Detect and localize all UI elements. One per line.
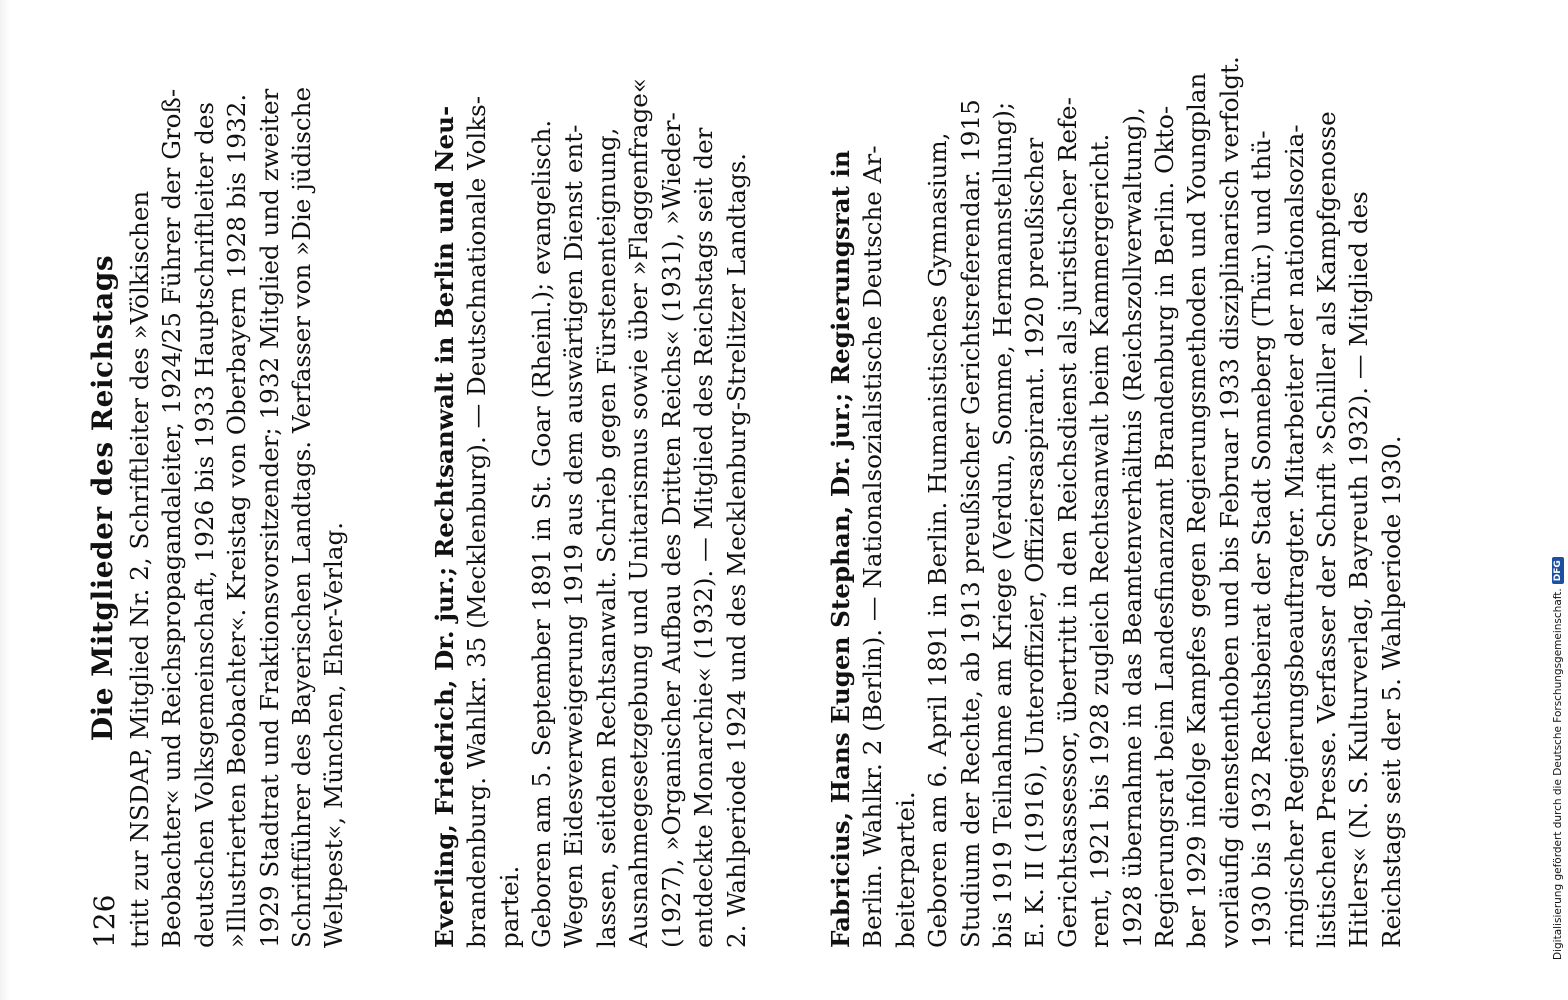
text-line: tritt zur NSDAP, Mitglied Nr. 2, Schriftleiter des »Völkischen — [125, 190, 154, 948]
text-line: Reichstags seit der 5. Wahlperiode 1930. — [1376, 435, 1406, 948]
running-title: Die Mitglieder des Reichstags — [86, 254, 119, 742]
text-line: 1929 Stadtrat und Fraktionsvorsitzender; 1932 Mitglied und zweiter — [254, 88, 284, 948]
text-line: Studium der Rechte, ab 1913 preußischer Gerichtsreferendar. 1915 — [955, 99, 985, 948]
entry-everling — [429, 48, 753, 948]
text-line: Hitlers« (N. S. Kulturverlag, Bayreuth 1932). — Mitglied des — [1344, 191, 1374, 948]
page-header — [80, 48, 124, 948]
text-line: (1927), »Organischer Aufbau des Dritten Reichs« (1931), »Wieder- — [656, 112, 686, 948]
text-line: E. K. II (1916), Unteroffizier, Offiziersaspirant. 1920 preußischer — [1020, 137, 1050, 948]
text-line: lassen, seitdem Rechtsanwalt. Schrieb gegen Fürstenenteignung, — [591, 127, 621, 948]
text-line: »Illustrierten Beobachter«. Kreistag von Oberbayern 1928 bis 1932. — [222, 93, 252, 948]
text-line: 1930 bis 1932 Rechtsbeirat der Stadt Sonneberg (Thür.) und thü- — [1247, 130, 1277, 948]
text-line: partei. — [494, 865, 524, 948]
text-line: 1928 übernahme in das Beamtenverhältnis (Reichszollverwaltung), — [1117, 107, 1147, 948]
text-line: ringischer Regierungsbeauftragter. Mitarbeiter der nationalsozia- — [1279, 124, 1309, 948]
text-line: 2. Wahlperiode 1924 und des Mecklenburg-Strelitzer Landtags. — [721, 152, 751, 948]
entry-heading-line: Fabricius, Hans Eugen Stephan, Dr. jur.; Regierungsrat in — [825, 150, 855, 948]
text-line: Schriftführer des Bayerischen Landtags. Verfasser von »Die jüdische — [287, 86, 317, 948]
text-line: Geboren am 6. April 1891 in Berlin. Humanistisches Gymnasium, — [923, 132, 953, 948]
text-line: listischen Presse. Verfasser der Schrift »Schiller als Kampfgenosse — [1312, 111, 1341, 948]
text-line: Geboren am 5. September 1891 in St. Goar (Rheinl.); evangelisch. — [527, 119, 557, 948]
dfg-logo: DFG — [1552, 557, 1564, 584]
text-line: Ausnahmegesetzgebung und Unitarismus sowie über »Flaggenfrage« — [624, 78, 654, 948]
text-line: Wegen Eidesverweigerung 1919 aus dem auswärtigen Dienst ent- — [559, 124, 589, 948]
text-line: ber 1929 infolge Kampfes gegen Regierungsmethoden und Youngplan — [1182, 72, 1212, 948]
entry-fabricius — [825, 48, 1408, 948]
text-line: Regierungsrat beim Landesfinanzamt Brandenburg in Berlin. Okto- — [1149, 105, 1179, 948]
text-line: beiterpartei. — [890, 791, 920, 948]
digitization-credit — [1552, 557, 1564, 960]
rotated-page — [80, 48, 1408, 948]
text-line: bis 1919 Teilnahme am Kriege (Verdun, Somme, Hermannstellung); — [987, 101, 1017, 948]
text-line: brandenburg. Wahlkr. 35 (Mecklenburg). — Deutschnationale Volks- — [462, 95, 492, 948]
continuation-paragraph — [124, 48, 351, 948]
text-line: Berlin. Wahlkr. 2 (Berlin). — Nationalsozialistische Deutsche Ar- — [858, 145, 888, 948]
text-line: deutschen Volksgemeinschaft, 1926 bis 1933 Hauptschriftleiter des — [189, 101, 219, 948]
page-number: 126 — [88, 894, 121, 948]
text-line: Gerichtsassessor, übertritt in den Reichsdienst als juristischer Refe- — [1052, 97, 1082, 948]
credit-text: Digitalisierung gefördert durch die Deutsche Forschungsgemeinschaft. — [1552, 588, 1564, 960]
entry-heading-line: Everling, Friedrich, Dr. jur.; Rechtsanwalt in Berlin und Neu- — [429, 105, 459, 948]
text-line: vorläufig dienstenthoben und bis Februar 1933 disziplinarisch verfolgt. — [1214, 56, 1244, 948]
text-line: Beobachter« und Reichspropagandaleiter, 1924/25 Führer der Groß- — [157, 88, 187, 948]
scan-edge-shadow — [0, 0, 10, 1000]
text-line: Weltpest«, München, Eher-Verlag. — [319, 521, 349, 948]
text-line: rent, 1921 bis 1928 zugleich Rechtsanwalt beim Kammergericht. — [1085, 133, 1115, 948]
text-line: entdeckte Monarchie« (1932). — Mitglied des Reichstags seit der — [689, 127, 719, 948]
